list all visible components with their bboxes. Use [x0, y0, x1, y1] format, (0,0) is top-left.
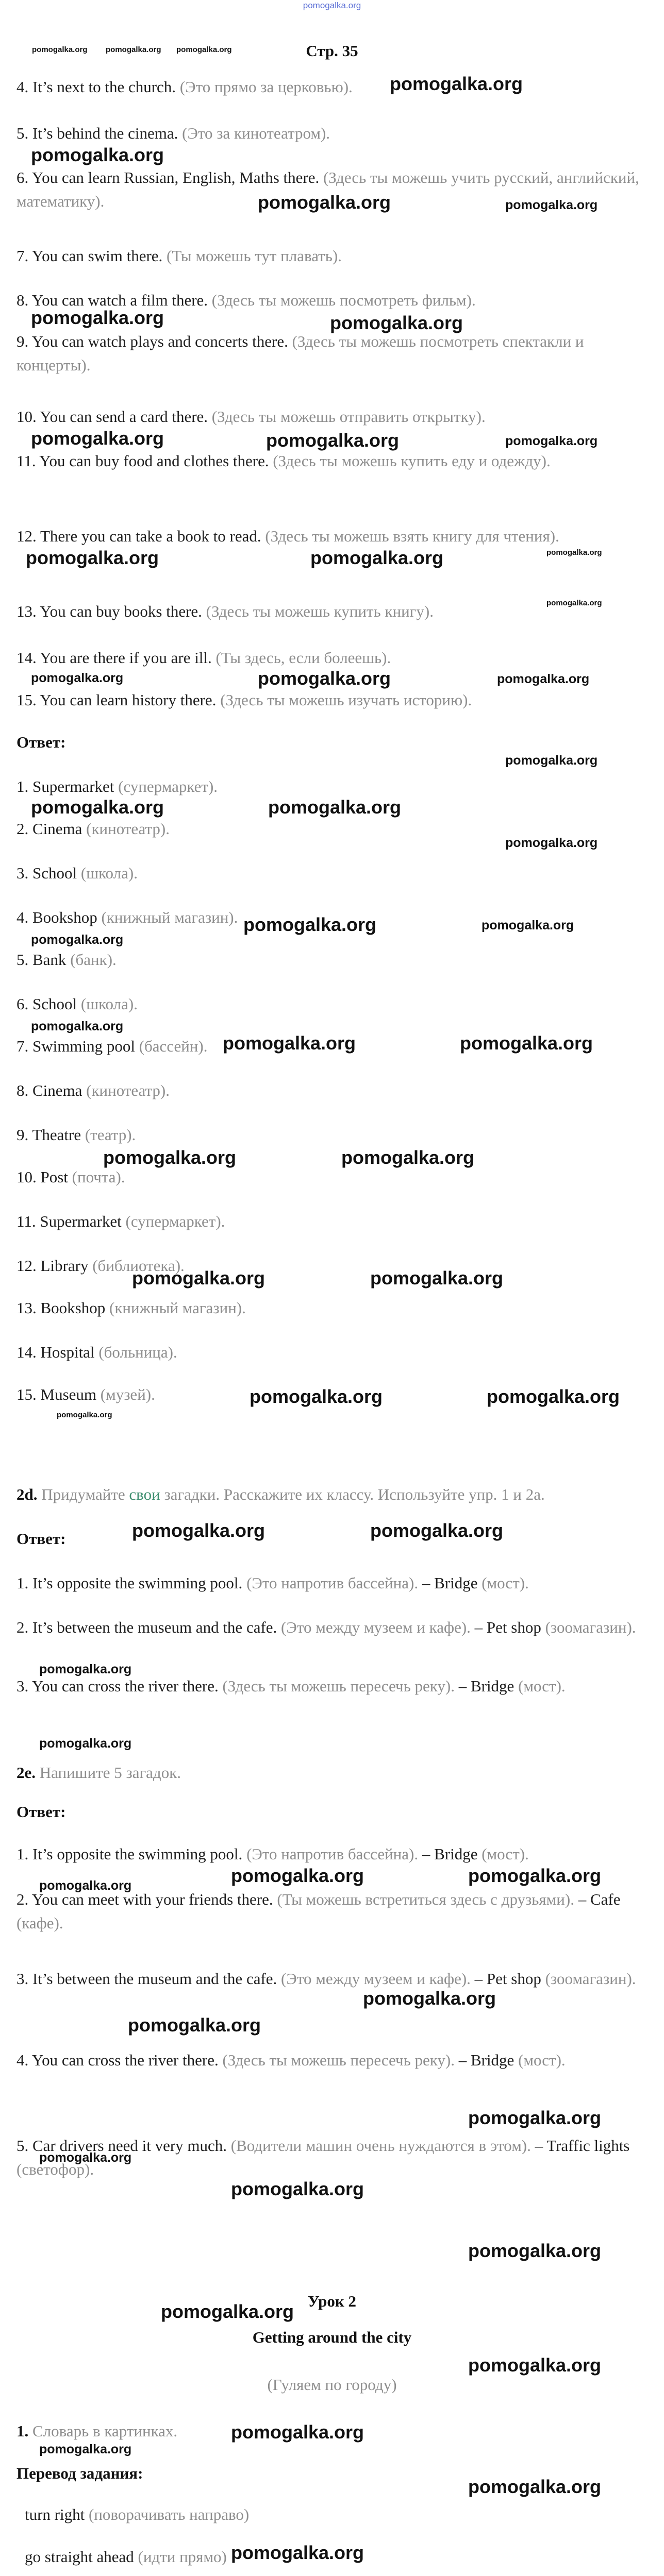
watermark: pomogalka.org: [31, 307, 164, 328]
watermark: pomogalka.org: [231, 2542, 364, 2563]
watermark: pomogalka.org: [128, 2014, 261, 2036]
watermark: pomogalka.org: [31, 796, 164, 818]
watermark: pomogalka.org: [546, 599, 602, 607]
watermark: pomogalka.org: [57, 1411, 112, 1419]
watermark: pomogalka.org: [103, 1147, 237, 1168]
vocab-item: turn right (поворачивать направо): [25, 2505, 250, 2523]
list-item: 8. Cinema (кинотеатр).: [16, 1081, 170, 1099]
watermark: pomogalka.org: [31, 144, 164, 165]
list-item: 4. You can cross the river there. (Здесь ты можешь пересечь реку). – Bridge (мост).: [16, 2051, 566, 2069]
watermark: pomogalka.org: [39, 2442, 132, 2456]
watermark: pomogalka.org: [31, 933, 124, 947]
watermark: pomogalka.org: [460, 1032, 593, 1054]
watermark: pomogalka.org: [223, 1032, 356, 1054]
watermark: pomogalka.org: [39, 1662, 132, 1676]
watermark: pomogalka.org: [258, 668, 391, 689]
watermark: pomogalka.org: [468, 2107, 602, 2128]
list-item: 9. Theatre (театр).: [16, 1126, 136, 1144]
watermark: pomogalka.org: [39, 1736, 132, 1751]
list-item: 2. You can meet with your friends there. (Ты можешь встретиться здесь с друзьями). – Cafe (кафе).: [16, 1890, 621, 1932]
list-item: 13. You can buy books there. (Здесь ты можешь купить книгу).: [16, 602, 434, 620]
watermark: pomogalka.org: [487, 1386, 620, 1407]
list-item: 14. You are there if you are ill. (Ты здесь, если болеешь).: [16, 649, 391, 667]
list-item: 3. School (школа).: [16, 864, 138, 882]
list-item: 2. It’s between the museum and the cafe. (Это между музеем и кафе). – Pet shop (зоомагазин).: [16, 1618, 636, 1636]
list-item: 7. You can swim there. (Ты можешь тут плавать).: [16, 247, 342, 265]
watermark: pomogalka.org: [266, 430, 400, 451]
watermark: pomogalka.org: [106, 45, 161, 54]
watermark: pomogalka.org: [132, 1520, 265, 1541]
task-2e: 2e. Напишите 5 загадок.: [16, 1764, 181, 1782]
list-item: 6. School (школа).: [16, 995, 138, 1013]
watermark: pomogalka.org: [505, 753, 598, 768]
list-item: 15. Museum (музей).: [16, 1385, 155, 1403]
page-title: Стр. 35: [306, 42, 358, 60]
lesson-title: Урок 2: [307, 2292, 357, 2310]
task-2d: 2d. Придумайте свои загадки. Расскажите их классу. Используйте упр. 1 и 2а.: [16, 1485, 545, 1503]
watermark: pomogalka.org: [468, 2476, 602, 2497]
list-item: 9. You can watch plays and concerts there. (Здесь ты можешь посмотреть спектакли и концерты).: [16, 332, 584, 374]
list-item: 14. Hospital (больница).: [16, 1343, 177, 1361]
site-link[interactable]: pomogalka.org: [303, 1, 361, 10]
watermark: pomogalka.org: [370, 1267, 504, 1289]
watermark: pomogalka.org: [546, 548, 602, 557]
list-item: 11. Supermarket (супермаркет).: [16, 1212, 225, 1230]
list-item: 11. You can buy food and clothes there. (Здесь ты можешь купить еду и одежду).: [16, 452, 551, 470]
watermark: pomogalka.org: [505, 198, 598, 212]
watermark: pomogalka.org: [390, 73, 523, 94]
vocab-item: go straight ahead (идти прямо): [25, 2548, 227, 2566]
watermark: pomogalka.org: [468, 1865, 602, 1886]
watermark: pomogalka.org: [482, 918, 574, 933]
watermark: pomogalka.org: [31, 1019, 124, 1033]
list-item: 5. Bank (банк).: [16, 951, 117, 969]
list-item: 1. Supermarket (супермаркет).: [16, 777, 218, 795]
list-item: 5. Car drivers need it very much. (Водители машин очень нуждаются в этом). – Traffic lights (светофор).: [16, 2137, 630, 2178]
list-item: 6. You can learn Russian, English, Maths there. (Здесь ты можешь учить русский, английский, математику).: [16, 168, 639, 210]
watermark: pomogalka.org: [26, 547, 159, 568]
watermark: pomogalka.org: [243, 914, 377, 935]
list-item: 10. Post (почта).: [16, 1168, 125, 1186]
list-item: 4. It’s next to the church. (Это прямо за церковью).: [16, 78, 353, 96]
watermark: pomogalka.org: [505, 836, 598, 850]
list-item: 3. It’s between the museum and the cafe. (Это между музеем и кафе). – Pet shop (зоомагазин).: [16, 1970, 636, 1988]
watermark: pomogalka.org: [132, 1267, 265, 1289]
watermark: pomogalka.org: [231, 2178, 364, 2199]
list-item: 13. Bookshop (книжный магазин).: [16, 1299, 246, 1317]
watermark: pomogalka.org: [31, 671, 124, 685]
lesson-subtitle: Getting around the city: [252, 2328, 412, 2346]
list-item: 7. Swimming pool (бассейн).: [16, 1037, 208, 1055]
watermark: pomogalka.org: [250, 1386, 383, 1407]
watermark: pomogalka.org: [497, 672, 590, 686]
answer-label: Ответ:: [16, 1803, 66, 1821]
answer-label: Ответ:: [16, 1530, 66, 1548]
watermark: pomogalka.org: [370, 1520, 504, 1541]
watermark: pomogalka.org: [161, 2301, 294, 2322]
list-item: 15. You can learn history there. (Здесь ты можешь изучать историю).: [16, 691, 472, 709]
list-item: 2. Cinema (кинотеатр).: [16, 820, 170, 838]
watermark: pomogalka.org: [231, 2421, 364, 2443]
watermark: pomogalka.org: [39, 1878, 132, 1893]
watermark: pomogalka.org: [310, 547, 444, 568]
watermark: pomogalka.org: [341, 1147, 475, 1168]
answer-label: Ответ:: [16, 733, 66, 751]
list-item: 1. It’s opposite the swimming pool. (Это напротив бассейна). – Bridge (мост).: [16, 1845, 529, 1863]
watermark: pomogalka.org: [176, 45, 232, 54]
lesson-subtitle-translation: (Гуляем по городу): [267, 2376, 397, 2394]
list-item: 3. You can cross the river there. (Здесь ты можешь пересечь реку). – Bridge (мост).: [16, 1677, 566, 1695]
watermark: pomogalka.org: [363, 1988, 496, 2009]
list-item: 12. Library (библиотека).: [16, 1257, 185, 1275]
watermark: pomogalka.org: [468, 2240, 602, 2261]
list-item: 5. It’s behind the cinema. (Это за кинотеатром).: [16, 124, 330, 142]
list-item: 12. There you can take a book to read. (Здесь ты можешь взять книгу для чтения).: [16, 527, 559, 545]
watermark: pomogalka.org: [330, 312, 463, 333]
list-item: 10. You can send a card there. (Здесь ты можешь отправить открытку).: [16, 408, 486, 426]
watermark: pomogalka.org: [258, 192, 391, 213]
task-1: 1. Словарь в картинках.: [16, 2422, 178, 2440]
list-item: 8. You can watch a film there. (Здесь ты можешь посмотреть фильм).: [16, 291, 476, 309]
watermark: pomogalka.org: [468, 2354, 602, 2376]
watermark: pomogalka.org: [31, 428, 164, 449]
watermark: pomogalka.org: [505, 434, 598, 448]
list-item: 4. Bookshop (книжный магазин).: [16, 908, 238, 926]
watermark: pomogalka.org: [32, 45, 88, 54]
watermark: pomogalka.org: [39, 2150, 132, 2165]
list-item: 1. It’s opposite the swimming pool. (Это напротив бассейна). – Bridge (мост).: [16, 1574, 529, 1592]
translation-label: Перевод задания:: [16, 2464, 143, 2482]
watermark: pomogalka.org: [268, 796, 402, 818]
watermark: pomogalka.org: [231, 1865, 364, 1886]
